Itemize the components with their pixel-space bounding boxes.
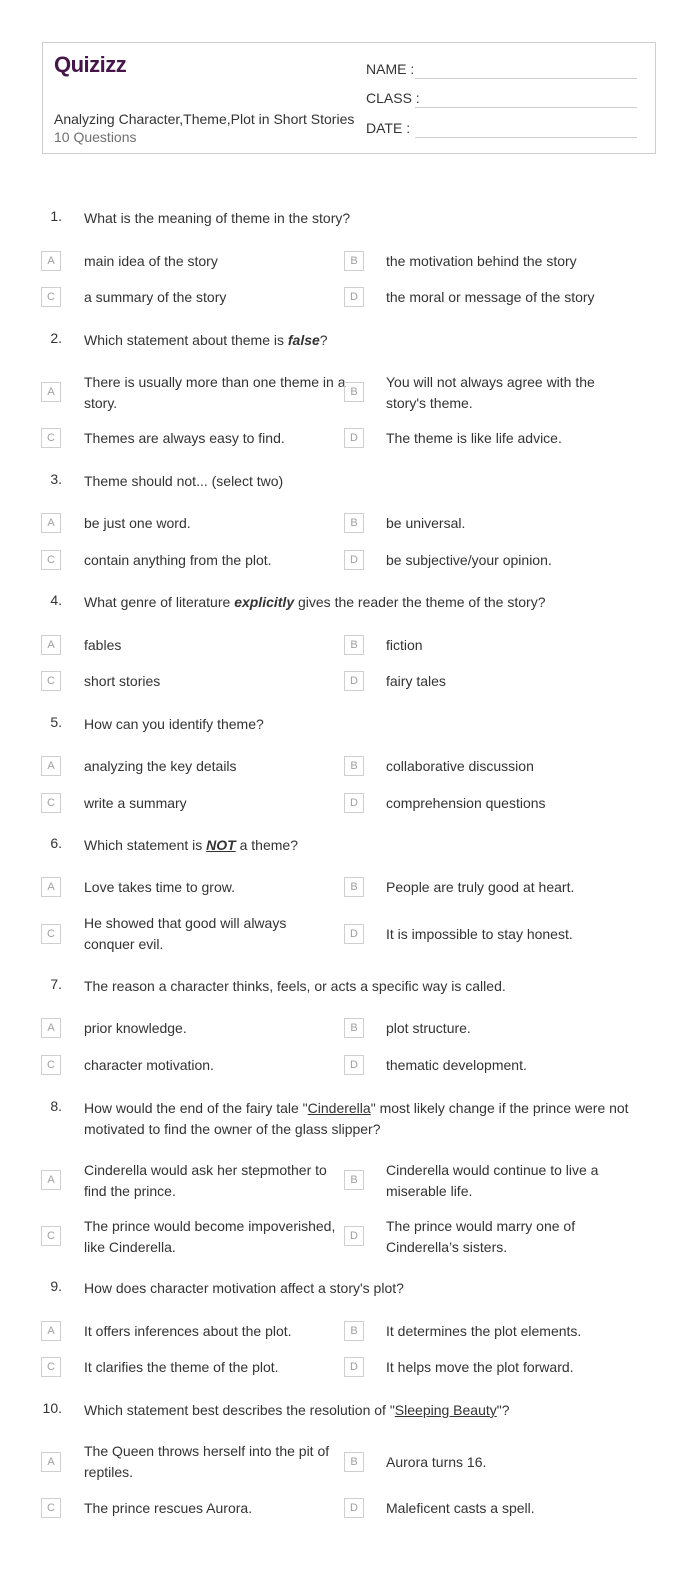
option-text: the motivation behind the story: [386, 253, 577, 269]
question-text-part: How would the end of the fairy tale ": [84, 1100, 308, 1116]
option-letter-box[interactable]: C: [41, 1226, 61, 1246]
option-text: main idea of the story: [84, 253, 218, 269]
option-letter-box[interactable]: B: [344, 1321, 364, 1341]
question-number: 9.: [50, 1278, 62, 1294]
option-text: thematic development.: [386, 1057, 527, 1073]
option-letter-box[interactable]: D: [344, 793, 364, 813]
option-letter-box[interactable]: D: [344, 287, 364, 307]
story-title-link[interactable]: Sleeping Beauty: [394, 1402, 497, 1418]
option-letter-box[interactable]: B: [344, 1018, 364, 1038]
question-text: The reason a character thinks, feels, or acts a specific way is called.: [84, 978, 506, 994]
option-text: You will not always agree with the story's theme.: [386, 374, 595, 411]
option-letter-box[interactable]: A: [41, 1018, 61, 1038]
question-text-part: What genre of literature: [84, 594, 235, 610]
option-letter-box[interactable]: A: [41, 513, 61, 533]
option-text: a summary of the story: [84, 289, 227, 305]
question-text: Theme should not... (select two): [84, 473, 284, 489]
question-number: 4.: [50, 592, 62, 608]
option-letter-box[interactable]: A: [41, 635, 61, 655]
option-text: It is impossible to stay honest.: [386, 926, 573, 942]
question-emphasis: explicitly: [234, 594, 295, 610]
option-letter-box[interactable]: D: [344, 671, 364, 691]
option-text: comprehension questions: [386, 795, 546, 811]
question-text-part: "?: [496, 1402, 510, 1418]
option-text: be just one word.: [84, 515, 191, 531]
option-letter-box[interactable]: C: [41, 550, 61, 570]
option-text: Love takes time to grow.: [84, 879, 235, 895]
option-text: It determines the plot elements.: [386, 1323, 582, 1339]
option-text: Aurora turns 16.: [386, 1454, 487, 1470]
story-title-link[interactable]: Cinderella: [307, 1100, 371, 1116]
option-text: short stories: [84, 673, 161, 689]
option-text: The prince would marry one of Cinderella’s sisters.: [386, 1218, 576, 1255]
option-letter-box[interactable]: A: [41, 1170, 61, 1190]
option-letter-box[interactable]: C: [41, 287, 61, 307]
worksheet-header: [42, 42, 656, 154]
option-text: The prince rescues Aurora.: [84, 1500, 253, 1516]
date-field[interactable]: [366, 120, 410, 136]
name-label: NAME :: [366, 61, 415, 77]
question-number: 2.: [50, 330, 62, 346]
option-text: Themes are always easy to find.: [84, 430, 285, 446]
question-text: How can you identify theme?: [84, 716, 264, 732]
option-letter-box[interactable]: C: [41, 924, 61, 944]
option-letter-box[interactable]: C: [41, 1055, 61, 1075]
worksheet-title: Analyzing Character,Theme,Plot in Short Stories: [54, 111, 355, 127]
option-text: contain anything from the plot.: [84, 552, 272, 568]
option-text: collaborative discussion: [386, 758, 534, 774]
option-text: There is usually more than one theme in a story.: [84, 374, 346, 411]
option-letter-box[interactable]: D: [344, 428, 364, 448]
option-letter-box[interactable]: A: [41, 756, 61, 776]
option-text: prior knowledge.: [84, 1020, 187, 1036]
question-number: 1.: [50, 208, 62, 224]
question-text: What is the meaning of theme in the story?: [84, 210, 351, 226]
option-text: fairy tales: [386, 673, 446, 689]
question-text-part: Which statement best describes the resolution of ": [84, 1402, 395, 1418]
quizizz-logo: Quizizz: [54, 52, 127, 77]
question-text: [84, 835, 664, 856]
question-text-part: Which statement about theme is: [84, 332, 288, 348]
option-text: It helps move the plot forward.: [386, 1359, 574, 1375]
option-text: plot structure.: [386, 1020, 471, 1036]
option-text: People are truly good at heart.: [386, 879, 575, 895]
option-letter-box[interactable]: C: [41, 671, 61, 691]
name-line: [415, 78, 637, 79]
question-text: [84, 330, 664, 351]
option-letter-box[interactable]: A: [41, 1452, 61, 1472]
question-text: [84, 1098, 654, 1140]
class-field[interactable]: [366, 90, 420, 106]
date-line: [415, 137, 637, 138]
option-letter-box[interactable]: A: [41, 877, 61, 897]
question-text-part: gives the reader the theme of the story?: [294, 594, 546, 610]
option-text: fiction: [386, 637, 423, 653]
option-letter-box[interactable]: D: [344, 1226, 364, 1246]
class-line: [415, 107, 637, 108]
question-text: [84, 1400, 664, 1421]
option-letter-box[interactable]: A: [41, 251, 61, 271]
question-number: 10.: [42, 1400, 62, 1416]
date-label: DATE :: [366, 120, 411, 136]
question-emphasis: NOT: [206, 837, 236, 853]
option-text: The Queen throws herself into the pit of reptiles.: [84, 1443, 330, 1480]
name-field[interactable]: [366, 61, 414, 77]
question-text-part: a theme?: [235, 837, 298, 853]
option-text: He showed that good will always conquer evil.: [84, 915, 287, 952]
question-number: 5.: [50, 714, 62, 730]
question-number: 7.: [50, 976, 62, 992]
option-text: fables: [84, 637, 122, 653]
option-letter-box[interactable]: C: [41, 428, 61, 448]
option-letter-box[interactable]: C: [41, 1357, 61, 1377]
option-letter-box[interactable]: D: [344, 550, 364, 570]
option-text: write a summary: [84, 795, 187, 811]
option-text: the moral or message of the story: [386, 289, 595, 305]
question-text: [84, 592, 664, 613]
option-letter-box[interactable]: C: [41, 1498, 61, 1518]
question-text-part: ?: [319, 332, 328, 348]
option-letter-box[interactable]: D: [344, 924, 364, 944]
option-text: be subjective/your opinion.: [386, 552, 552, 568]
question-number: 6.: [50, 835, 62, 851]
option-text: be universal.: [386, 515, 466, 531]
option-text: The theme is like life advice.: [386, 430, 562, 446]
option-text: The prince would become impoverished, like Cinderella.: [84, 1218, 336, 1255]
option-letter-box[interactable]: B: [344, 1452, 364, 1472]
option-letter-box[interactable]: D: [344, 1498, 364, 1518]
question-number: 8.: [50, 1098, 62, 1114]
question-text-part: " most likely change if the prince were not motivated to find the owner of the glass slipper?: [84, 1100, 629, 1137]
class-label: CLASS :: [366, 90, 420, 106]
option-letter-box[interactable]: B: [344, 251, 364, 271]
option-text: Cinderella would ask her stepmother to find the prince.: [84, 1162, 327, 1199]
option-letter-box[interactable]: C: [41, 793, 61, 813]
option-text: analyzing the key details: [84, 758, 237, 774]
question-count: 10 Questions: [54, 129, 137, 145]
question-number: 3.: [50, 471, 62, 487]
option-text: Cinderella would continue to live a miserable life.: [386, 1162, 599, 1199]
option-letter-box[interactable]: A: [41, 382, 61, 402]
option-letter-box[interactable]: B: [344, 382, 364, 402]
option-text: It clarifies the theme of the plot.: [84, 1359, 279, 1375]
option-text: It offers inferences about the plot.: [84, 1323, 292, 1339]
option-letter-box[interactable]: B: [344, 513, 364, 533]
option-letter-box[interactable]: B: [344, 756, 364, 776]
option-text: character motivation.: [84, 1057, 214, 1073]
option-letter-box[interactable]: B: [344, 635, 364, 655]
option-letter-box[interactable]: D: [344, 1055, 364, 1075]
option-letter-box[interactable]: D: [344, 1357, 364, 1377]
option-letter-box[interactable]: B: [344, 877, 364, 897]
option-text: Maleficent casts a spell.: [386, 1500, 535, 1516]
question-emphasis: false: [287, 332, 320, 348]
question-text: How does character motivation affect a story's plot?: [84, 1280, 404, 1296]
option-letter-box[interactable]: A: [41, 1321, 61, 1341]
option-letter-box[interactable]: B: [344, 1170, 364, 1190]
question-text-part: Which statement is: [84, 837, 207, 853]
